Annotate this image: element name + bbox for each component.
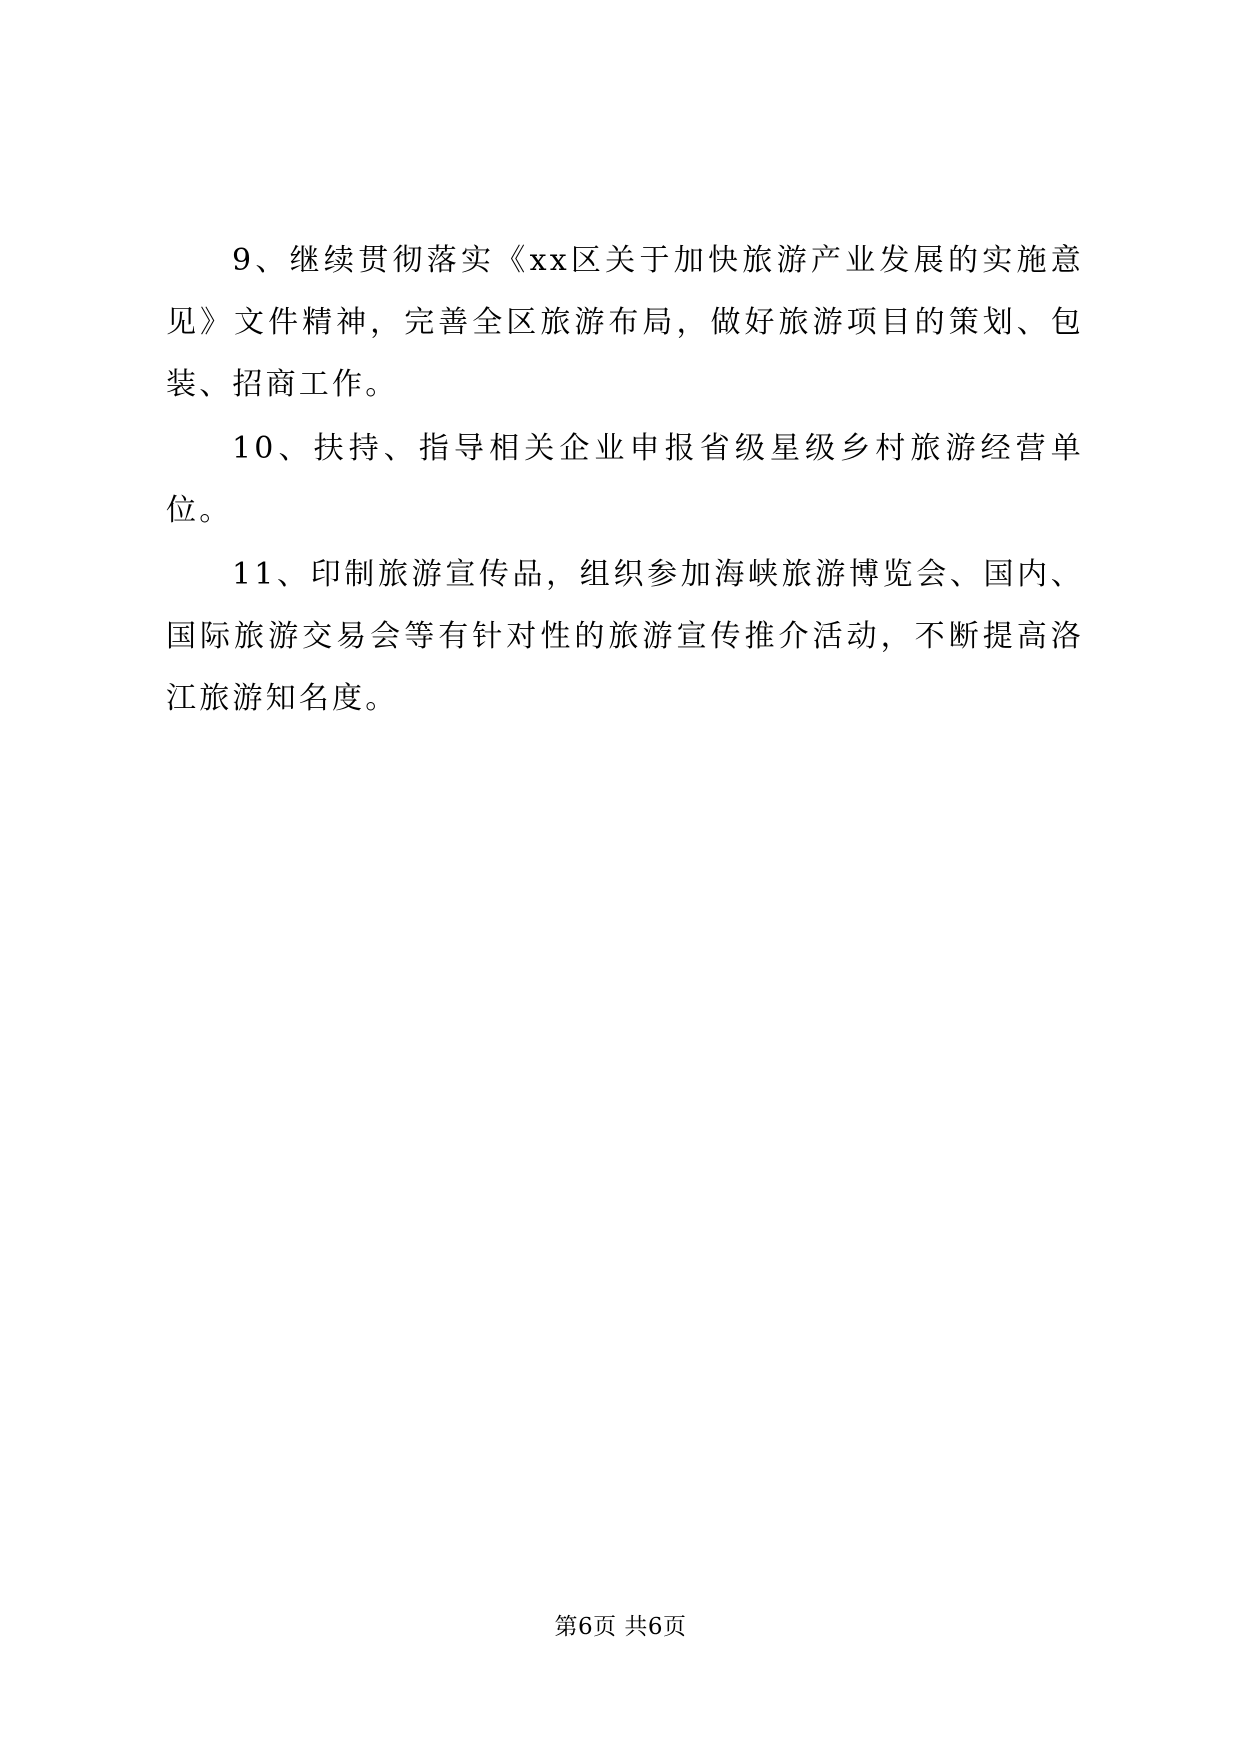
paragraph-item-9: 9、继续贯彻落实《xx区关于加快旅游产业发展的实施意见》文件精神，完善全区旅游布局，做好旅游项目的策划、包装、招商工作。 [166, 243, 1084, 402]
page-number-footer: 第6页 共6页 [554, 1614, 687, 1640]
document-body [166, 230, 1084, 732]
paragraph-item-10: 10、扶持、指导相关企业申报省级星级乡村旅游经营单位。 [166, 431, 1084, 528]
paragraph-item-11: 11、印制旅游宣传品，组织参加海峡旅游博览会、国内、国际旅游交易会等有针对性的旅游宣传推介活动，不断提高洛江旅游知名度。 [166, 557, 1084, 716]
